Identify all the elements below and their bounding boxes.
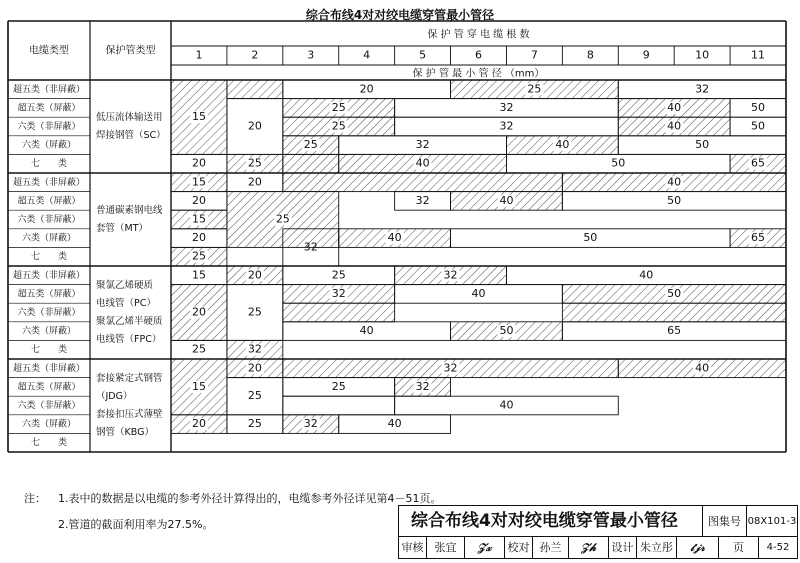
count-header-3: 3 bbox=[307, 48, 315, 62]
count-header-2: 2 bbox=[251, 48, 259, 62]
header-diameter-title: 保 护 管 最 小 管 径 （mm） bbox=[412, 68, 545, 80]
group2-pipe-label-1: 普通碳素钢电线 bbox=[96, 205, 163, 216]
group3-seg13-value: 65 bbox=[667, 324, 682, 338]
group1-pipe-label-2: 焊接钢管（SC） bbox=[96, 130, 166, 141]
group1-cable-label-2: 超五类（屏蔽） bbox=[17, 103, 81, 114]
atlas-number: 08X101-3 bbox=[747, 506, 797, 537]
group1-seg19-value: 40 bbox=[415, 156, 430, 170]
group3-seg14-value: 25 bbox=[191, 342, 206, 356]
group3-pipe-label-3: 聚氯乙烯半硬质 bbox=[96, 316, 163, 327]
group4-block1-value: 15 bbox=[191, 379, 206, 393]
designer-signature: 𝓉𝒿𝓇 bbox=[677, 537, 719, 558]
group1-seg1-value: 20 bbox=[359, 82, 374, 96]
group2-seg2-value: 20 bbox=[247, 175, 262, 189]
group4-pipe-label-2: （JDG） bbox=[96, 391, 133, 402]
header-count-title: 保 护 管 穿 电 缆 根 数 bbox=[427, 29, 530, 41]
group3-seg3-value: 25 bbox=[331, 268, 346, 282]
group2-seg14-value: 25 bbox=[191, 249, 206, 263]
group3-block2-value: 25 bbox=[247, 305, 262, 319]
group1-seg8-value: 25 bbox=[331, 119, 346, 133]
group4-seg3-value: 40 bbox=[695, 361, 710, 375]
checker-name: 孙兰 bbox=[533, 537, 569, 558]
group1-block3-value: 20 bbox=[247, 119, 262, 133]
group4-seg10-value: 32 bbox=[303, 417, 318, 431]
count-header-9: 9 bbox=[642, 48, 650, 62]
note-2: 2.管道的截面利用率为27.5%。 bbox=[58, 518, 214, 531]
group2-seg7-value: 40 bbox=[499, 193, 514, 207]
count-header-6: 6 bbox=[475, 48, 482, 62]
reviewer-signature: 𝒵𝓍 bbox=[465, 537, 505, 558]
group4-seg2-value: 32 bbox=[443, 361, 458, 375]
group4-cable-label-1: 超五类（非屏蔽） bbox=[12, 363, 86, 374]
group2-cable-label-3: 六类（非屏蔽） bbox=[17, 215, 81, 225]
atlas-label: 图集号 bbox=[703, 506, 747, 537]
group4-pipe-label-4: 钢管（KBG） bbox=[96, 427, 154, 438]
group4-seg4-value: 25 bbox=[331, 379, 346, 393]
group2-seg3-fill bbox=[283, 173, 563, 192]
group2-pipe-label-2: 套管（MT） bbox=[96, 223, 148, 234]
group1-seg15-value: 50 bbox=[695, 138, 710, 152]
group2-cable-label-1: 超五类（非屏蔽） bbox=[12, 177, 86, 188]
group1-seg11-value: 50 bbox=[751, 119, 766, 133]
header-cable-type: 电缆类型 bbox=[29, 45, 69, 57]
group1-cable-label-4: 六类（屏蔽） bbox=[21, 140, 77, 151]
group1-seg3-value: 32 bbox=[695, 82, 710, 96]
group3-seg8-value: 50 bbox=[667, 286, 682, 300]
group1-seg20-value: 50 bbox=[611, 156, 626, 170]
group1-seg16-value: 20 bbox=[191, 156, 206, 170]
group3-pipe-label-2: 电线管（PC） bbox=[96, 298, 156, 309]
group3-pipe-label-1: 聚氯乙烯硬质 bbox=[96, 280, 154, 291]
count-header-4: 4 bbox=[363, 48, 371, 62]
group1-seg21-value: 65 bbox=[751, 156, 766, 170]
group2-seg12-value: 50 bbox=[583, 231, 598, 245]
group1-cable-label-1: 超五类（非屏蔽） bbox=[12, 84, 86, 95]
design-label: 设计 bbox=[609, 537, 637, 558]
page-label: 页 bbox=[719, 537, 759, 558]
header-pipe-type: 保护管类型 bbox=[105, 45, 156, 57]
count-header-11: 11 bbox=[751, 48, 766, 62]
group2-block2-value: 32 bbox=[303, 240, 318, 254]
group2-seg1-value: 15 bbox=[191, 175, 206, 189]
group3-seg9-fill bbox=[283, 303, 395, 322]
group3-seg12-value: 50 bbox=[499, 324, 514, 338]
group4-block2-value: 25 bbox=[247, 389, 262, 403]
group3-cable-label-3: 六类（非屏蔽） bbox=[17, 308, 81, 318]
group3-block1-value: 20 bbox=[191, 305, 206, 319]
group3-seg5-value: 40 bbox=[639, 268, 654, 282]
group4-pipe-label-3: 套接扣压式薄壁 bbox=[96, 409, 163, 420]
group2-seg5-value: 20 bbox=[191, 193, 206, 207]
group4-cable-label-2: 超五类（屏蔽） bbox=[17, 382, 81, 393]
group3-cable-label-2: 超五类（屏蔽） bbox=[17, 289, 81, 300]
group4-seg1-value: 20 bbox=[247, 361, 262, 375]
count-header-10: 10 bbox=[695, 48, 710, 62]
notes bbox=[24, 486, 442, 538]
group1-seg18-fill bbox=[283, 154, 339, 173]
group1-seg12-value: 25 bbox=[303, 138, 318, 152]
group2-seg13-value: 65 bbox=[751, 231, 766, 245]
group4-seg7-value: 40 bbox=[499, 398, 514, 412]
group3-seg2-value: 20 bbox=[247, 268, 262, 282]
group1-seg14-value: 40 bbox=[555, 138, 570, 152]
table-title: 综合布线4对对绞电缆穿管最小管径 bbox=[305, 8, 495, 22]
group1-seg2-value: 25 bbox=[527, 82, 542, 96]
group1-cable-label-3: 六类（非屏蔽） bbox=[17, 122, 81, 132]
count-header-7: 7 bbox=[530, 48, 538, 62]
group4-cable-label-4: 六类（屏蔽） bbox=[21, 419, 77, 430]
notes-label: 注： bbox=[24, 492, 46, 505]
group3-seg7-value: 40 bbox=[471, 286, 486, 300]
designer-name: 朱立彤 bbox=[637, 537, 677, 558]
group4-cable-label-3: 六类（非屏蔽） bbox=[17, 401, 81, 411]
group3-seg4-value: 32 bbox=[443, 268, 458, 282]
group4-pipe-label-1: 套接紧定式钢管 bbox=[96, 373, 163, 384]
group2-seg8-value: 50 bbox=[667, 193, 682, 207]
group2-seg4-value: 40 bbox=[667, 175, 682, 189]
note-1: 1.表中的数据是以电缆的参考外径计算得出的，电缆参考外径详见第4－51页。 bbox=[58, 492, 442, 505]
count-header-5: 5 bbox=[419, 48, 427, 62]
group4-seg11-value: 40 bbox=[387, 417, 402, 431]
group3-seg6-value: 32 bbox=[331, 286, 346, 300]
group1-seg17-value: 25 bbox=[247, 156, 262, 170]
count-header-1: 1 bbox=[195, 48, 203, 62]
drawing-name: 综合布线4对对绞电缆穿管最小管径 bbox=[399, 506, 703, 537]
group3-seg10-fill bbox=[562, 303, 786, 322]
group3-pipe-label-4: 电线管（FPC） bbox=[96, 334, 162, 345]
group1-seg4-value: 25 bbox=[331, 100, 346, 114]
group1-cable-label-5: 七 类 bbox=[30, 159, 68, 170]
count-header-8: 8 bbox=[586, 48, 594, 62]
group2-seg10-value: 20 bbox=[191, 231, 206, 245]
group4-seg5-value: 32 bbox=[415, 379, 430, 393]
group2-cable-label-5: 七 类 bbox=[30, 252, 68, 263]
group4-cable-label-5: 七 类 bbox=[30, 438, 68, 449]
group4-seg8-value: 20 bbox=[191, 417, 206, 431]
group3-seg15-value: 32 bbox=[247, 342, 262, 356]
reviewer-name: 张宜 bbox=[427, 537, 465, 558]
page-number: 4-52 bbox=[766, 542, 790, 553]
group1-seg5-value: 32 bbox=[499, 100, 514, 114]
checker-signature: 𝒵𝒽 bbox=[569, 537, 609, 558]
title-block bbox=[398, 505, 798, 559]
group1-block2-fill bbox=[227, 80, 283, 99]
group2-seg6-value: 32 bbox=[415, 193, 430, 207]
group1-seg7-value: 50 bbox=[751, 100, 766, 114]
group1-pipe-label-1: 低压流体输送用 bbox=[96, 112, 163, 123]
group1-seg6-value: 40 bbox=[667, 100, 682, 114]
group2-cable-label-2: 超五类（屏蔽） bbox=[17, 196, 81, 207]
group3-cable-label-4: 六类（屏蔽） bbox=[21, 326, 77, 337]
review-label: 审核 bbox=[399, 537, 427, 558]
group1-seg10-value: 40 bbox=[667, 119, 682, 133]
group2-seg9-value: 15 bbox=[191, 212, 206, 226]
group2-seg11-value: 40 bbox=[387, 231, 402, 245]
group1-seg9-value: 32 bbox=[499, 119, 514, 133]
group4-seg9-value: 25 bbox=[247, 417, 262, 431]
group4-seg6-box bbox=[283, 396, 395, 415]
group2-block1-value: 25 bbox=[275, 212, 290, 226]
check-label: 校对 bbox=[505, 537, 533, 558]
group3-cable-label-1: 超五类（非屏蔽） bbox=[12, 270, 86, 281]
group3-seg1-value: 15 bbox=[191, 268, 206, 282]
group3-seg11-value: 40 bbox=[359, 324, 374, 338]
group1-seg13-value: 32 bbox=[415, 138, 430, 152]
group2-cable-label-4: 六类（屏蔽） bbox=[21, 233, 77, 244]
group1-block1-value: 15 bbox=[191, 110, 206, 124]
group3-cable-label-5: 七 类 bbox=[30, 345, 68, 356]
